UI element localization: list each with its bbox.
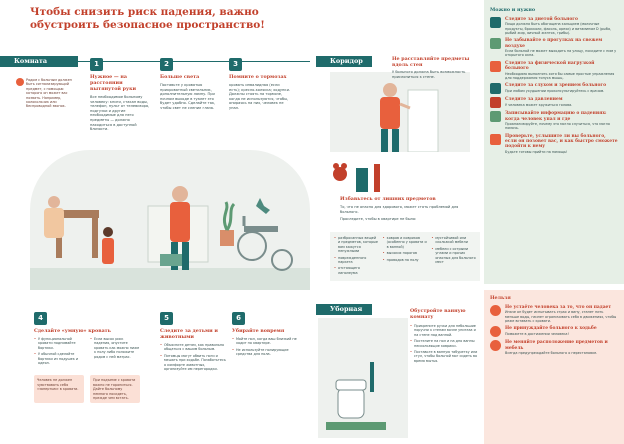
corridor-scene-illustration <box>330 72 470 152</box>
remove-title: Избавьтесь от лишних предметов <box>340 196 436 202</box>
cannot-item <box>490 326 618 337</box>
step-2-number: 2 <box>160 58 173 71</box>
pressure-icon <box>490 97 501 108</box>
bathroom-illustration <box>318 318 408 438</box>
step-5-number: 5 <box>160 312 173 325</box>
can-item-title: Не забывайте о прогулках на свежем воздухе <box>505 38 603 49</box>
can-item-title: Следите за физической нагрузкой больного <box>505 60 595 72</box>
bell-icon <box>490 134 501 145</box>
can-item-body: Проанализируйте, почему это могло случиться, что могло помочь. <box>505 121 610 131</box>
step-2 <box>160 58 222 111</box>
remove-lead: Проследите, чтобы в квартире не было: <box>340 217 417 222</box>
clutter-icons <box>330 160 390 196</box>
room-header <box>0 56 78 67</box>
step-6-title: Убирайте вовремя <box>232 328 285 334</box>
step-6-number: 6 <box>232 312 245 325</box>
cannot-item <box>490 305 618 323</box>
walk-icon <box>490 38 501 49</box>
bathroom-bullet: • Поставьте в ванную табуретку или стул, чтобы больной мог сидеть во время мытья. <box>410 350 480 363</box>
step-5 <box>160 312 226 373</box>
notebook-icon <box>490 111 501 122</box>
can-item-title: Следите за давлением <box>505 97 563 103</box>
can-item <box>490 83 618 94</box>
bathroom-header-label: Уборная <box>330 305 363 313</box>
cannot-item-body: Иначе он будет испытывать страх и вину, станет пить меньше воды, начнет ограничивать себя в движениях, чтобы реже вставать с кровати. <box>505 310 617 323</box>
step-4-note-1: Человек не должен чувствовать себя «запертым» в кровати. <box>34 375 84 403</box>
can-item-body: У человека может кружиться голова. <box>505 102 573 107</box>
cannot-item-body: Поможете в достижении человека! <box>505 331 569 336</box>
room-intro-text: Рядом с больным должен быть сигнализирующий предмет, с помощью которого он может вас позвать. Например, колокольчик или беспроводной звонок. <box>26 78 78 109</box>
step-3-body: кровать инвалидная (если есть); кресло-коляска; ходунки. Должны стоять на тормозе, когда не используются, чтобы, опираясь на них, человек не упал. <box>229 83 291 110</box>
step-3-title: Помните о тормозах <box>229 74 287 80</box>
step-4-title: Сделайте «умную» кровать <box>34 328 111 334</box>
can-section <box>484 4 624 160</box>
remove-item: • разбросанных вещей и предметов, которые вам кажутся ненужными <box>334 236 379 254</box>
bathroom-bullet: • Постелите на пол и на дно ванны нескользящие коврики. <box>410 339 480 348</box>
remove-item: • отстающего линолеума <box>334 266 379 275</box>
corridor-illustration <box>330 72 470 152</box>
can-item-body: Будьте готовы прийти на помощь! <box>505 149 568 154</box>
remove-item: • поврежденного паркета <box>334 256 379 265</box>
step-4-bullet: • У функциональной кровати поднимайте бортики. <box>34 337 84 350</box>
can-item <box>490 17 618 35</box>
step-6-bullets <box>232 337 298 357</box>
step-5-bullets <box>160 343 226 371</box>
no-force-icon <box>490 326 501 337</box>
step-4-note-2: При подъеме с кровати важно не торопиться. Дайте больному немного посидеть, прежде чем встать. <box>90 375 140 403</box>
step-4-bullets <box>34 337 84 367</box>
exercise-icon <box>490 61 501 72</box>
room-scene-illustration <box>30 150 310 290</box>
can-item-body: Необходимо выполнять хотя бы самые простые упражнения для поддержания тонуса мышц. <box>505 71 615 80</box>
page-title: Чтобы снизить риск падения, важно обустроить безопасное пространство! <box>30 6 265 31</box>
remove-body: То, что не опасно для здорового, может стать проблемой для больного. <box>340 205 459 214</box>
can-item-body: Пища должна быть обогащена кальцием (молочные продукты, брокколи, фасоль, орехи) и витамином D (рыба, рыбий жир, яичный желток, грибы). <box>505 22 612 35</box>
can-item <box>490 38 618 57</box>
cannot-item-title: Не устаёте человека за то, что он падает <box>505 305 612 310</box>
corridor-tip <box>392 56 476 79</box>
no-blame-icon <box>490 305 501 316</box>
can-item-body: Если больной не может выходить на улицу, посидите с ним у открытого окна. <box>505 49 617 58</box>
bathroom-bullets <box>410 324 480 363</box>
cannot-item-body: Всегда предупреждайте больного о перестановке. <box>505 351 598 356</box>
no-move-icon <box>490 340 501 351</box>
can-item-title: Записывайте информацию о падениях: когда человек упал и где <box>505 111 607 122</box>
step-4-bullets-2 <box>90 337 140 367</box>
room-illustration <box>30 150 310 290</box>
bathroom-scene-illustration <box>318 318 408 438</box>
step-6 <box>232 312 298 359</box>
can-item <box>490 61 618 80</box>
corridor-header-label: Коридор <box>330 57 363 65</box>
clutter-illustration <box>330 160 390 196</box>
step-2-title: Больше света <box>160 74 200 80</box>
can-item-title: Следите за диетой больного <box>505 17 578 22</box>
step-4-bullet: • Если высок риск падения, опустите кровать как можно ниже к полу либо положите рядом с ней матрас. <box>90 337 140 359</box>
remove-section <box>340 196 476 222</box>
step-5-title: Следите за детьми и животными <box>160 328 218 340</box>
warning-icon <box>16 78 24 86</box>
eye-icon <box>490 83 501 94</box>
cannot-item <box>490 340 618 355</box>
step-5-bullet: • Объясните детям, как правильно общаться с вашим больным. <box>160 343 226 352</box>
corridor-header <box>316 56 372 67</box>
diet-icon <box>490 17 501 28</box>
step-4-number: 4 <box>34 312 47 325</box>
bathroom-title: Обустройте ванную комнату <box>410 308 466 320</box>
corridor-tip-title: Не расставляйте предметы вдоль стен <box>392 56 470 68</box>
cannot-section <box>484 292 624 361</box>
can-item <box>490 134 618 155</box>
remove-item: • мебели с острыми углами и прочих опасных для больного мест <box>431 247 476 265</box>
step-3 <box>229 58 291 111</box>
bathroom-bullet: • Прикрепите ручки для небольшие поручни к стенам возле унитаза и на стене над ванной. <box>410 324 480 337</box>
remove-col-1 <box>334 236 379 277</box>
room-intro <box>16 78 80 109</box>
remove-columns <box>330 232 480 281</box>
remove-item: • проводов на полу <box>383 258 428 262</box>
step-4 <box>34 312 142 403</box>
room-header-label: Комната <box>14 57 48 65</box>
can-item <box>490 97 618 108</box>
can-item <box>490 111 618 130</box>
can-item-title: Проверьте, услышите ли вы больного, если он позовет вас, и как быстро сможете подойти к нему <box>505 133 618 150</box>
remove-col-3 <box>431 236 476 277</box>
can-item-body: При любом ухудшении проконсультируйтесь с врачом. <box>505 88 605 93</box>
step-1-body: Все необходимое больному человеку: книги, стакан воды, телефон, пульт от телевизора, подгузки и другие необходимые для него предметы — должно находиться в доступной близости. <box>90 95 150 132</box>
step-6-bullet: • Мойте пол, когда ваш близкий не ходит по квартире. <box>232 337 298 346</box>
step-2-body: Поставьте у кроватью прикроватный светильник, дополнительную лампу. При ночном выходе в туалет это будет удобно. Сделайте так, чтобы свет не слепил глаза. <box>160 83 216 110</box>
step-1 <box>90 58 152 132</box>
step-3-number: 3 <box>229 58 242 71</box>
can-item-title: Следите за слухом и зрением больного <box>505 83 607 89</box>
step-1-title: Нужное — на расстоянии вытянутой руки <box>90 74 137 92</box>
can-header: Можно и нужно <box>490 7 536 13</box>
bathroom-section <box>410 308 480 365</box>
remove-col-2 <box>383 236 428 277</box>
remove-item: • ковров и ковриков (особенно у кровати и в ванной) <box>383 236 428 249</box>
step-5-bullet: • Питомцы могут обвить ноги и мешать при ходьбе. Позаботьтесь о комфорте животных, организуйте им перегородки. <box>160 354 226 372</box>
step-6-bullet: • Не используйте полирующие средства для пола. <box>232 348 298 357</box>
bathroom-header <box>316 304 372 315</box>
corridor-tip-body: У больного должна быть возможность прислониться к стене. <box>392 70 466 79</box>
cannot-item-title: Не меняйте расположение предметов и мебель <box>505 340 608 351</box>
step-1-number: 1 <box>90 58 103 71</box>
cannot-header: Нельзя <box>490 295 511 301</box>
remove-item: • высоких порогов <box>383 251 428 255</box>
remove-item: • мустойчивой или скользкой мебели <box>431 236 476 245</box>
step-4-bullet: • У обычной сделайте бортики из подушек и одеял. <box>34 352 84 365</box>
cannot-item-title: Не принуждайте больного к ходьбе <box>505 326 597 332</box>
